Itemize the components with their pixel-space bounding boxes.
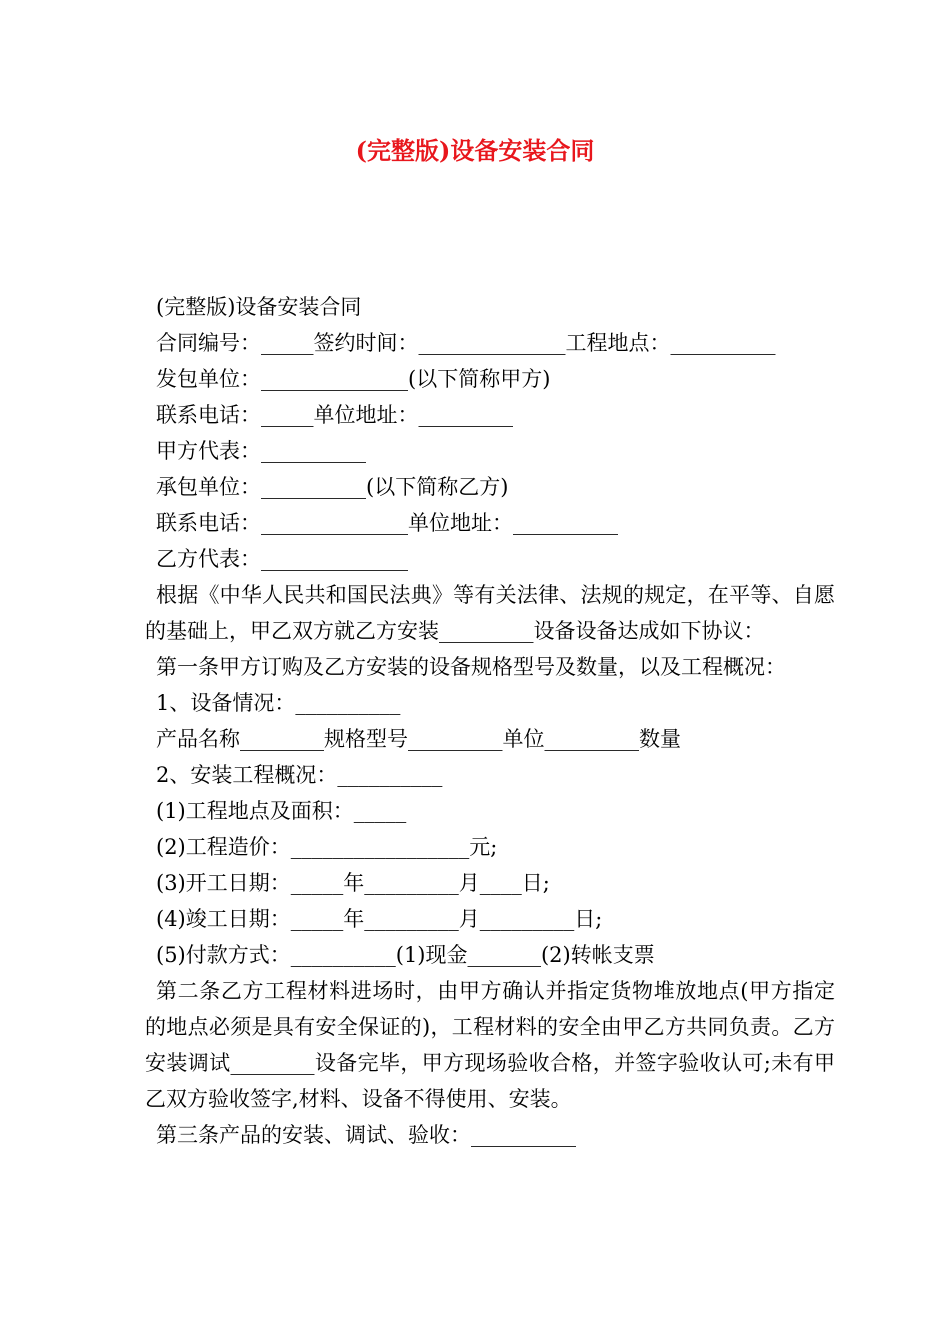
project-cost-line: (2)工程造价：_________________元; xyxy=(156,835,498,859)
article-3-heading: 第三条产品的安装、调试、验收：__________ xyxy=(156,1123,576,1147)
product-spec-line: 产品名称________规格型号_________单位_________数量 xyxy=(156,727,681,751)
site-area-line: (1)工程地点及面积：_____ xyxy=(156,799,407,823)
party-b-unit-line: 承包单位：__________(以下简称乙方) xyxy=(156,475,509,499)
start-date-line: (3)开工日期：_____年_________月____日; xyxy=(156,871,550,895)
completion-date-line: (4)竣工日期：_____年_________月_________日; xyxy=(156,907,603,931)
contract-number-line: 合同编号：_____签约时间：______________工程地点：__________ xyxy=(156,331,776,355)
preamble-paragraph: 根据《中华人民共和国民法典》等有关法律、法规的规定，在平等、自愿的基础上，甲乙双方就乙方安装_________设备设备达成如下协议： xyxy=(145,583,835,643)
party-b-representative-line: 乙方代表：______________ xyxy=(156,547,408,571)
party-a-contact-line: 联系电话：_____单位地址：_________ xyxy=(156,403,513,427)
party-a-unit-line: 发包单位：______________(以下简称甲方) xyxy=(156,367,551,391)
contract-body xyxy=(145,289,835,1153)
article-1-heading: 第一条甲方订购及乙方安装的设备规格型号及数量，以及工程概况： xyxy=(156,655,786,679)
installation-overview-line: 2、安装工程概况：__________ xyxy=(156,763,443,787)
payment-method-line: (5)付款方式：__________(1)现金_______(2)转帐支票 xyxy=(156,943,655,967)
contract-heading: (完整版)设备安装合同 xyxy=(156,295,362,319)
party-a-representative-line: 甲方代表：__________ xyxy=(156,439,366,463)
document-title: (完整版)设备安装合同 xyxy=(355,136,595,165)
party-b-contact-line: 联系电话：______________单位地址：__________ xyxy=(156,511,618,535)
equipment-status-line: 1、设备情况：__________ xyxy=(156,691,401,715)
article-2-paragraph: 第二条乙方工程材料进场时，由甲方确认并指定货物堆放地点(甲方指定的地点必须是具有安全保证的)，工程材料的安全由甲乙方共同负责。乙方安装调试________设备完毕，甲方现场验收合格，并签字验收认可;未有甲乙双方验收签字,材料、设备不得使用、安装。 xyxy=(145,979,835,1111)
